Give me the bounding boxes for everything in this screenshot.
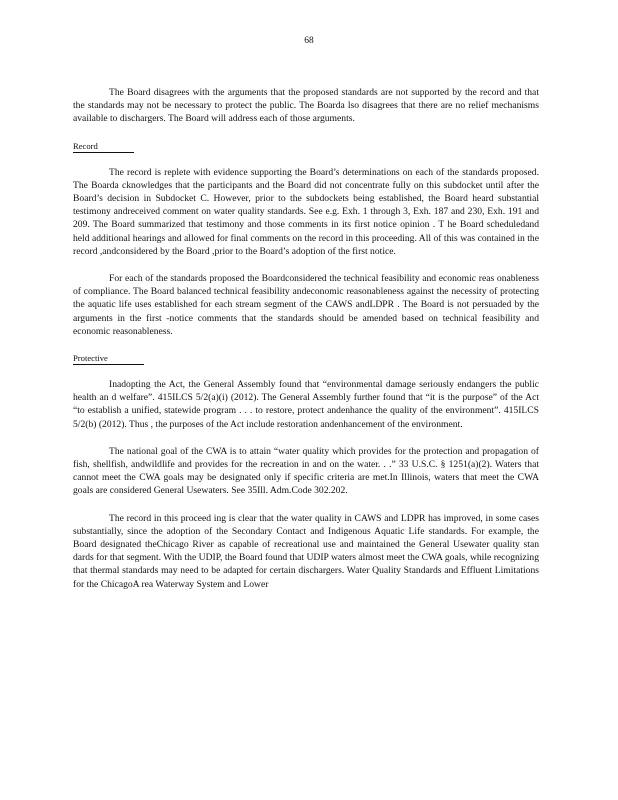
paragraph-water-quality-improved: The record in this proceed ing is clear that the water quality in CAWS and LDPR has improved, in some cases substantially, since the adoption of the Secondary Contact and Indigenous Aquatic Life standards. For example, the Board designated theChicago River as capable of recreational use and maintained the General Usewater quality stan dards for that segment. With the UDIP, the Board found that UDIP waters almost meet the CWA goals, while recognizing that thermal standards may need to be adapted for certain dischargers. Water Quality Standards and Effluent Limitations for the ChicagoA rea Waterway System and Lower [73, 512, 539, 590]
protective-heading-wrap [73, 352, 539, 364]
document-body [73, 86, 539, 605]
paragraph-act-purpose: Inadopting the Act, the General Assembly found that “environmental damage seriously endangers the public health an d welfare”. 415ILCS 5/2(a)(i) (2012). The General Assembly further found that “it is the purpose” of the Act “to establish a unified, statewide program . . . to restore, protect andenhance the quality of the environment”. 415ILCS 5/2(b) (2012). Thus , the purposes of the Act include restoration andenhancement of the environment. [73, 379, 539, 430]
section-heading-record: Record [73, 141, 134, 153]
paragraph-board-disagrees: The Board disagrees with the arguments that the proposed standards are not supported by the record and that the standards may not be necessary to protect the public. The Boarda lso disagrees that there are no relief mechanisms available to dischargers. The Board will address each of those arguments. [73, 87, 539, 125]
paragraph-cwa-goal: The national goal of the CWA is to attain “water quality which provides for the protection and propagation of fish, shellfish, andwildlife and provides for the recreation in and on the water. . .” 33 U.S.C. § 1251(a)(2). Waters that cannot meet the CWA goals may be designated only if specific criteria are met.In Illinois, waters that meet the CWA goals are considered General Usewaters. See 35Ill. Adm.Code 302.202. [73, 445, 539, 497]
paragraph-record: The record is replete with evidence supporting the Board’s determinations on each of the standards proposed. The Boarda cknowledges that the participants and the Board did not concentrate fully on this subdocket until after the Board’s decision in Subdocket C. However, prior to the subdockets being established, the Board heard substantial testimony andreceived comment on water quality standards. See e.g. Exh. 1 through 3, Exh. 187 and 230, Exh. 191 and 209. The Board summarized that testimony and those comments in its first notice opinion . T he Board scheduledand held additional hearings and allowed for final comments on the record in this proceeding. All of this was contained in the record ,andconsidered by the Board ,prior to the Board’s adoption of the first notice. [73, 166, 539, 257]
paragraph-feasibility: For each of the standards proposed the Boardconsidered the technical feasibility and economic reas onableness of compliance. The Board balanced technical feasibility andeconomic reasonableness against the necessity of protecting the aquatic life uses established for each stream segment of the CAWS andLDPR . The Board is not persuaded by the arguments in the first -notice comments that the standards should be amended based on technical feasibility and economic reasonableness. [73, 273, 539, 337]
page-number: 68 [304, 36, 314, 46]
section-heading-protective: Protective [73, 353, 144, 365]
record-heading-wrap [73, 140, 539, 152]
